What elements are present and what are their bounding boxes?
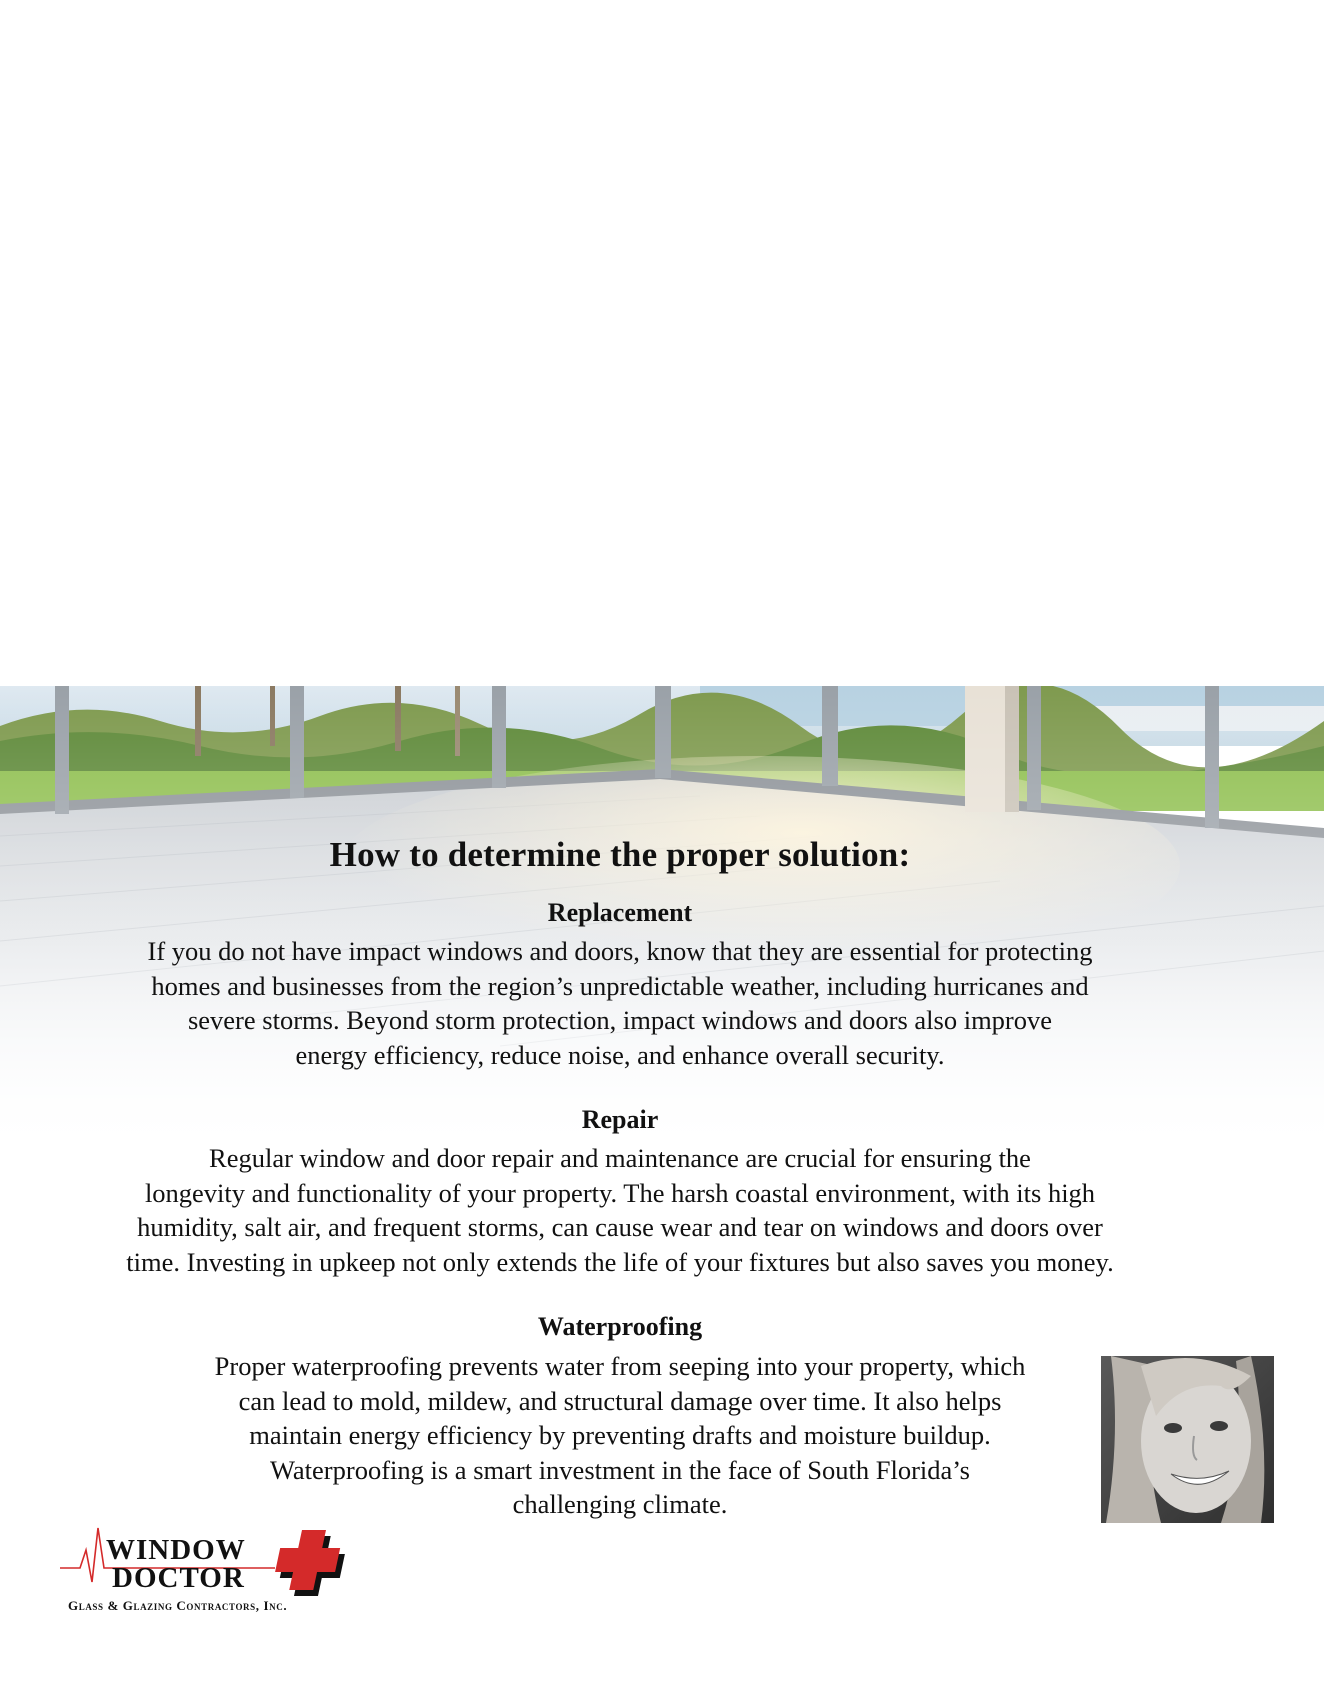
text-line: Regular window and door repair and maintenance are crucial for ensuring the [209,1143,1031,1173]
portrait-photo [1101,1356,1274,1523]
section-body-repair [30,1141,1210,1279]
text-line: homes and businesses from the region’s unpredictable weather, including hurricanes and [151,970,1089,1001]
text-line: time. Investing in upkeep not only extends the life of your fixtures but also saves you money. [126,1246,1114,1277]
text-line: Waterproofing is a smart investment in the face of South Florida’s [270,1454,970,1485]
section-title-waterproofing: Waterproofing [537,1312,703,1341]
logo-word-doctor: DOCTOR [112,1562,245,1594]
section-title-repair: Repair [581,1105,659,1134]
company-logo [60,1520,380,1620]
page-title: How to determine the proper solution: [329,835,911,874]
text-line: can lead to mold, mildew, and structural damage over time. It also helps [238,1385,1002,1416]
text-line: humidity, salt air, and frequent storms, can cause wear and tear on windows and doors over [137,1212,1103,1242]
section-body-replacement [40,934,1200,1072]
logo-tagline: Glass & Glazing Contractors, Inc. [68,1598,288,1613]
section-body-waterproofing [150,1349,1090,1522]
text-line: energy efficiency, reduce noise, and enhance overall security. [295,1039,945,1070]
text-line: maintain energy efficiency by preventing drafts and moisture buildup. [249,1420,991,1450]
text-line: longevity and functionality of your property. The harsh coastal environment, with its high [144,1177,1096,1208]
logo-word-window: WINDOW [106,1534,246,1566]
text-line: severe storms. Beyond storm protection, impact windows and doors also improve [187,1005,1053,1035]
text-line: If you do not have impact windows and doors, know that they are essential for protecting [147,936,1093,966]
text-line: challenging climate. [512,1489,728,1519]
section-title-replacement: Replacement [547,898,693,927]
text-line: Proper waterproofing prevents water from seeping into your property, which [214,1351,1026,1381]
